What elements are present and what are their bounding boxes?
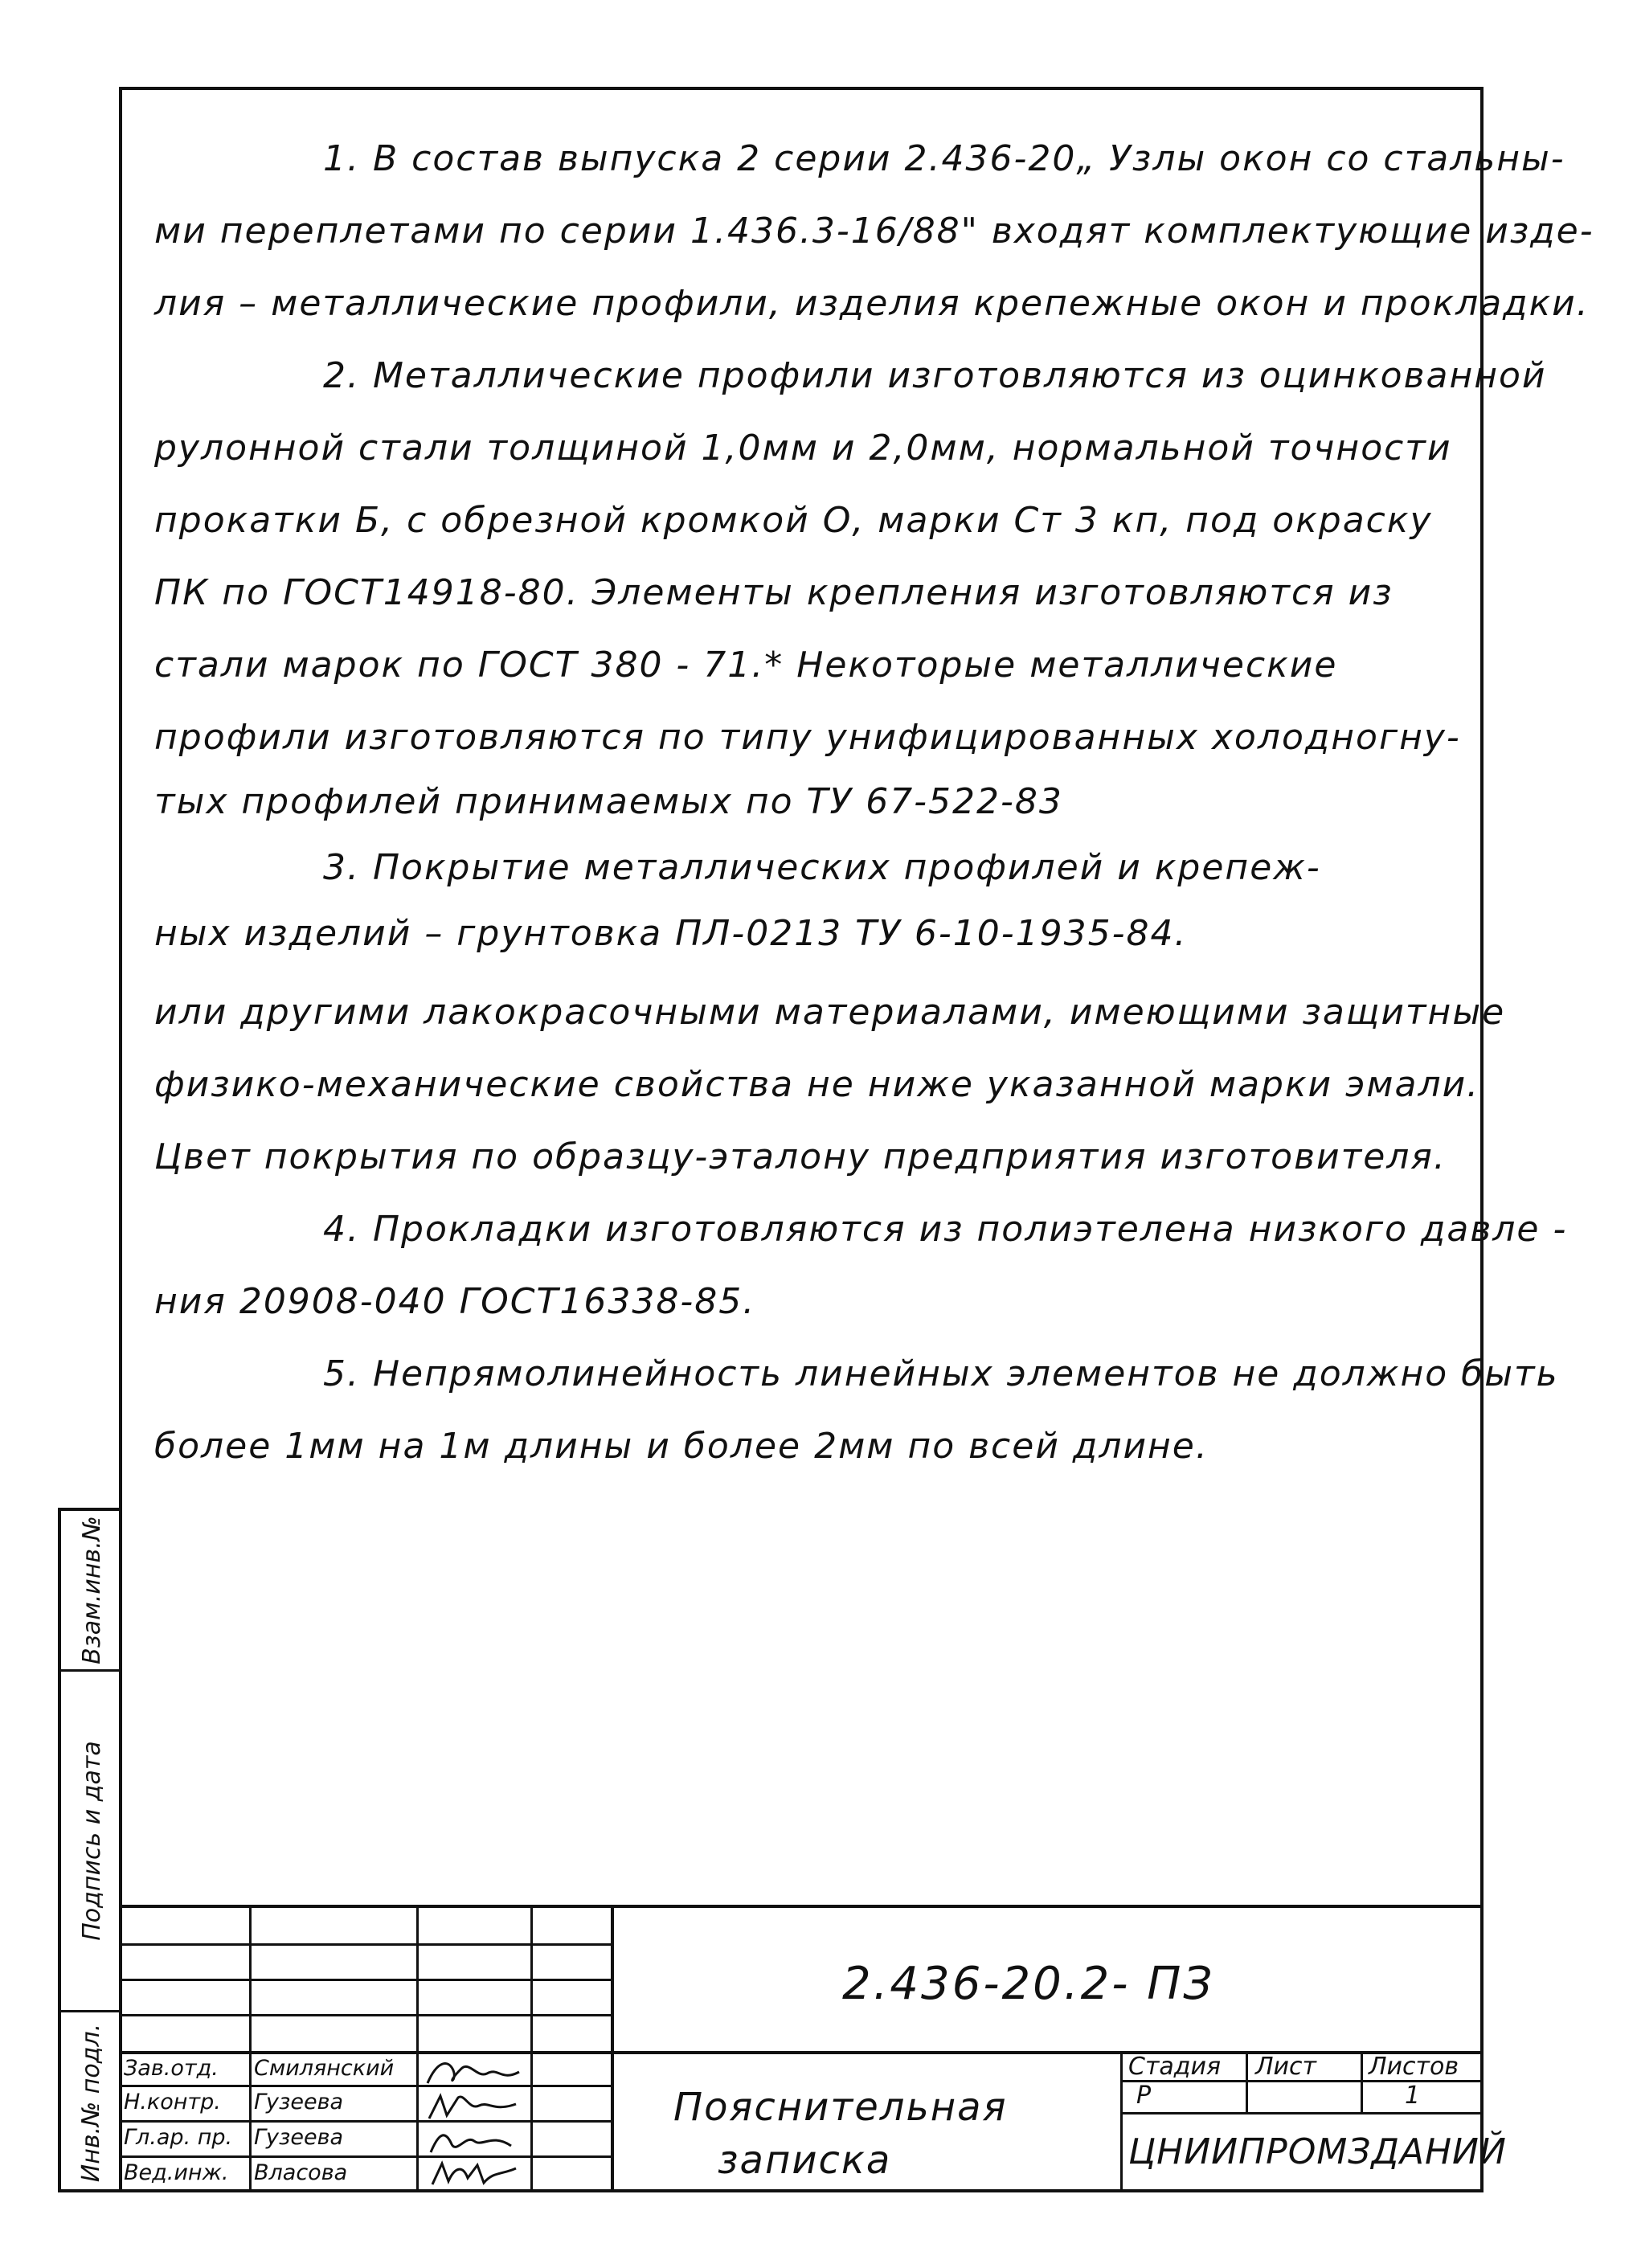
text-line: стали марок по ГОСТ 380 - 71.* Некоторые металлические [154, 645, 1338, 686]
text-line: 4. Прокладки изготовляются из полиэтелена низкого давле - [323, 1209, 1568, 1250]
staff-name: Смилянский [254, 2056, 395, 2081]
text-line: физико-механические свойства не ниже указанной марки эмали. [154, 1064, 1480, 1105]
stamp-row-line [119, 2014, 611, 2016]
text-line: 1. В состав выпуска 2 серии 2.436-20„ Узлы окон со стальны- [323, 138, 1565, 179]
stamp-row-line [119, 2155, 611, 2158]
stamp-row-line [1120, 2112, 1484, 2114]
text-line: 2. Металлические профили изготовляются из оцинкованной [323, 355, 1547, 396]
staff-name: Власова [254, 2160, 348, 2185]
staff-role: Гл.ар. пр. [124, 2125, 233, 2150]
stamp-row-line [119, 2120, 611, 2123]
organization-name: ЦНИИПРОМЗДАНИЙ [1128, 2131, 1507, 2172]
text-line: 5. Непрямолинейность линейных элементов не должно быть [323, 1353, 1559, 1394]
signature-mark [421, 2123, 526, 2160]
document-code: 2.436-20.2- ПЗ [842, 1958, 1215, 2010]
side-label-signature: Подпись и дата [77, 1741, 106, 1941]
stamp-divider [611, 1905, 614, 2192]
text-line: лия – металлические профили, изделия крепежные окон и прокладки. [154, 283, 1590, 324]
staff-role: Вед.инж. [124, 2160, 229, 2185]
document-title-line2: записка [718, 2138, 892, 2183]
side-label-replacement: Взам.инв.№ [77, 1516, 106, 1664]
text-line: 3. Покрытие металлических профилей и крепеж- [323, 847, 1321, 888]
sheets-value: 1 [1405, 2082, 1421, 2110]
stamp-row-line [119, 1943, 611, 1946]
signature-mark [421, 2054, 526, 2091]
side-cell-replacement [61, 1511, 122, 1672]
stamp-col-line [249, 1905, 252, 2192]
text-line: рулонной стали толщиной 1,0мм и 2,0мм, нормальной точности [154, 428, 1452, 469]
text-line: Цвет покрытия по образцу-эталону предприятия изготовителя. [154, 1136, 1447, 1177]
text-line: ПК по ГОСТ14918-80. Элементы крепления изготовляются из [154, 572, 1393, 613]
stamp-row-line [119, 2085, 611, 2087]
text-line: профили изготовляются по типу унифицированных холодногну- [154, 717, 1461, 758]
text-line: ми переплетами по серии 1.436.3-16/88" входят комплектующие изде- [154, 211, 1594, 252]
text-line: или другими лакокрасочными материалами, имеющими защитные [154, 992, 1506, 1033]
text-line: ных изделий – грунтовка ПЛ-0213 ТУ 6-10-1935-84. [154, 913, 1188, 954]
text-line: ния 20908-040 ГОСТ16338-85. [154, 1281, 756, 1322]
staff-name: Гузеева [254, 2090, 344, 2114]
title-block [119, 1905, 1507, 2192]
stamp-col-line [1120, 2051, 1123, 2192]
side-label-original: Инв.№ подл. [77, 2023, 106, 2182]
staff-name: Гузеева [254, 2125, 344, 2150]
stamp-col-line [416, 1905, 419, 2192]
stamp-row-line [119, 1979, 611, 1981]
drawing-frame [119, 87, 1594, 2192]
staff-role: Н.контр. [124, 2090, 221, 2114]
side-registration-strip [58, 1508, 122, 2192]
stage-value: Р [1136, 2082, 1152, 2110]
document-title-line1: Пояснительная [673, 2085, 1008, 2130]
stamp-top-border [119, 1905, 1484, 1908]
sheet-header: Лист [1255, 2053, 1317, 2081]
side-cell-original [61, 2012, 122, 2192]
sheets-header: Листов [1369, 2053, 1459, 2081]
side-cell-signature [61, 1672, 122, 2012]
stamp-col-line [530, 1905, 533, 2192]
text-line: более 1мм на 1м длины и более 2мм по всей длине. [154, 1426, 1209, 1467]
signature-mark [421, 2157, 526, 2192]
text-line: прокатки Б, с обрезной кромкой О, марки Ст 3 кп, под окраску [154, 500, 1433, 541]
stage-header: Стадия [1128, 2053, 1222, 2081]
signature-mark [421, 2088, 526, 2125]
text-line: тых профилей принимаемых по ТУ 67-522-83 [154, 781, 1063, 822]
staff-role: Зав.отд. [124, 2056, 219, 2081]
